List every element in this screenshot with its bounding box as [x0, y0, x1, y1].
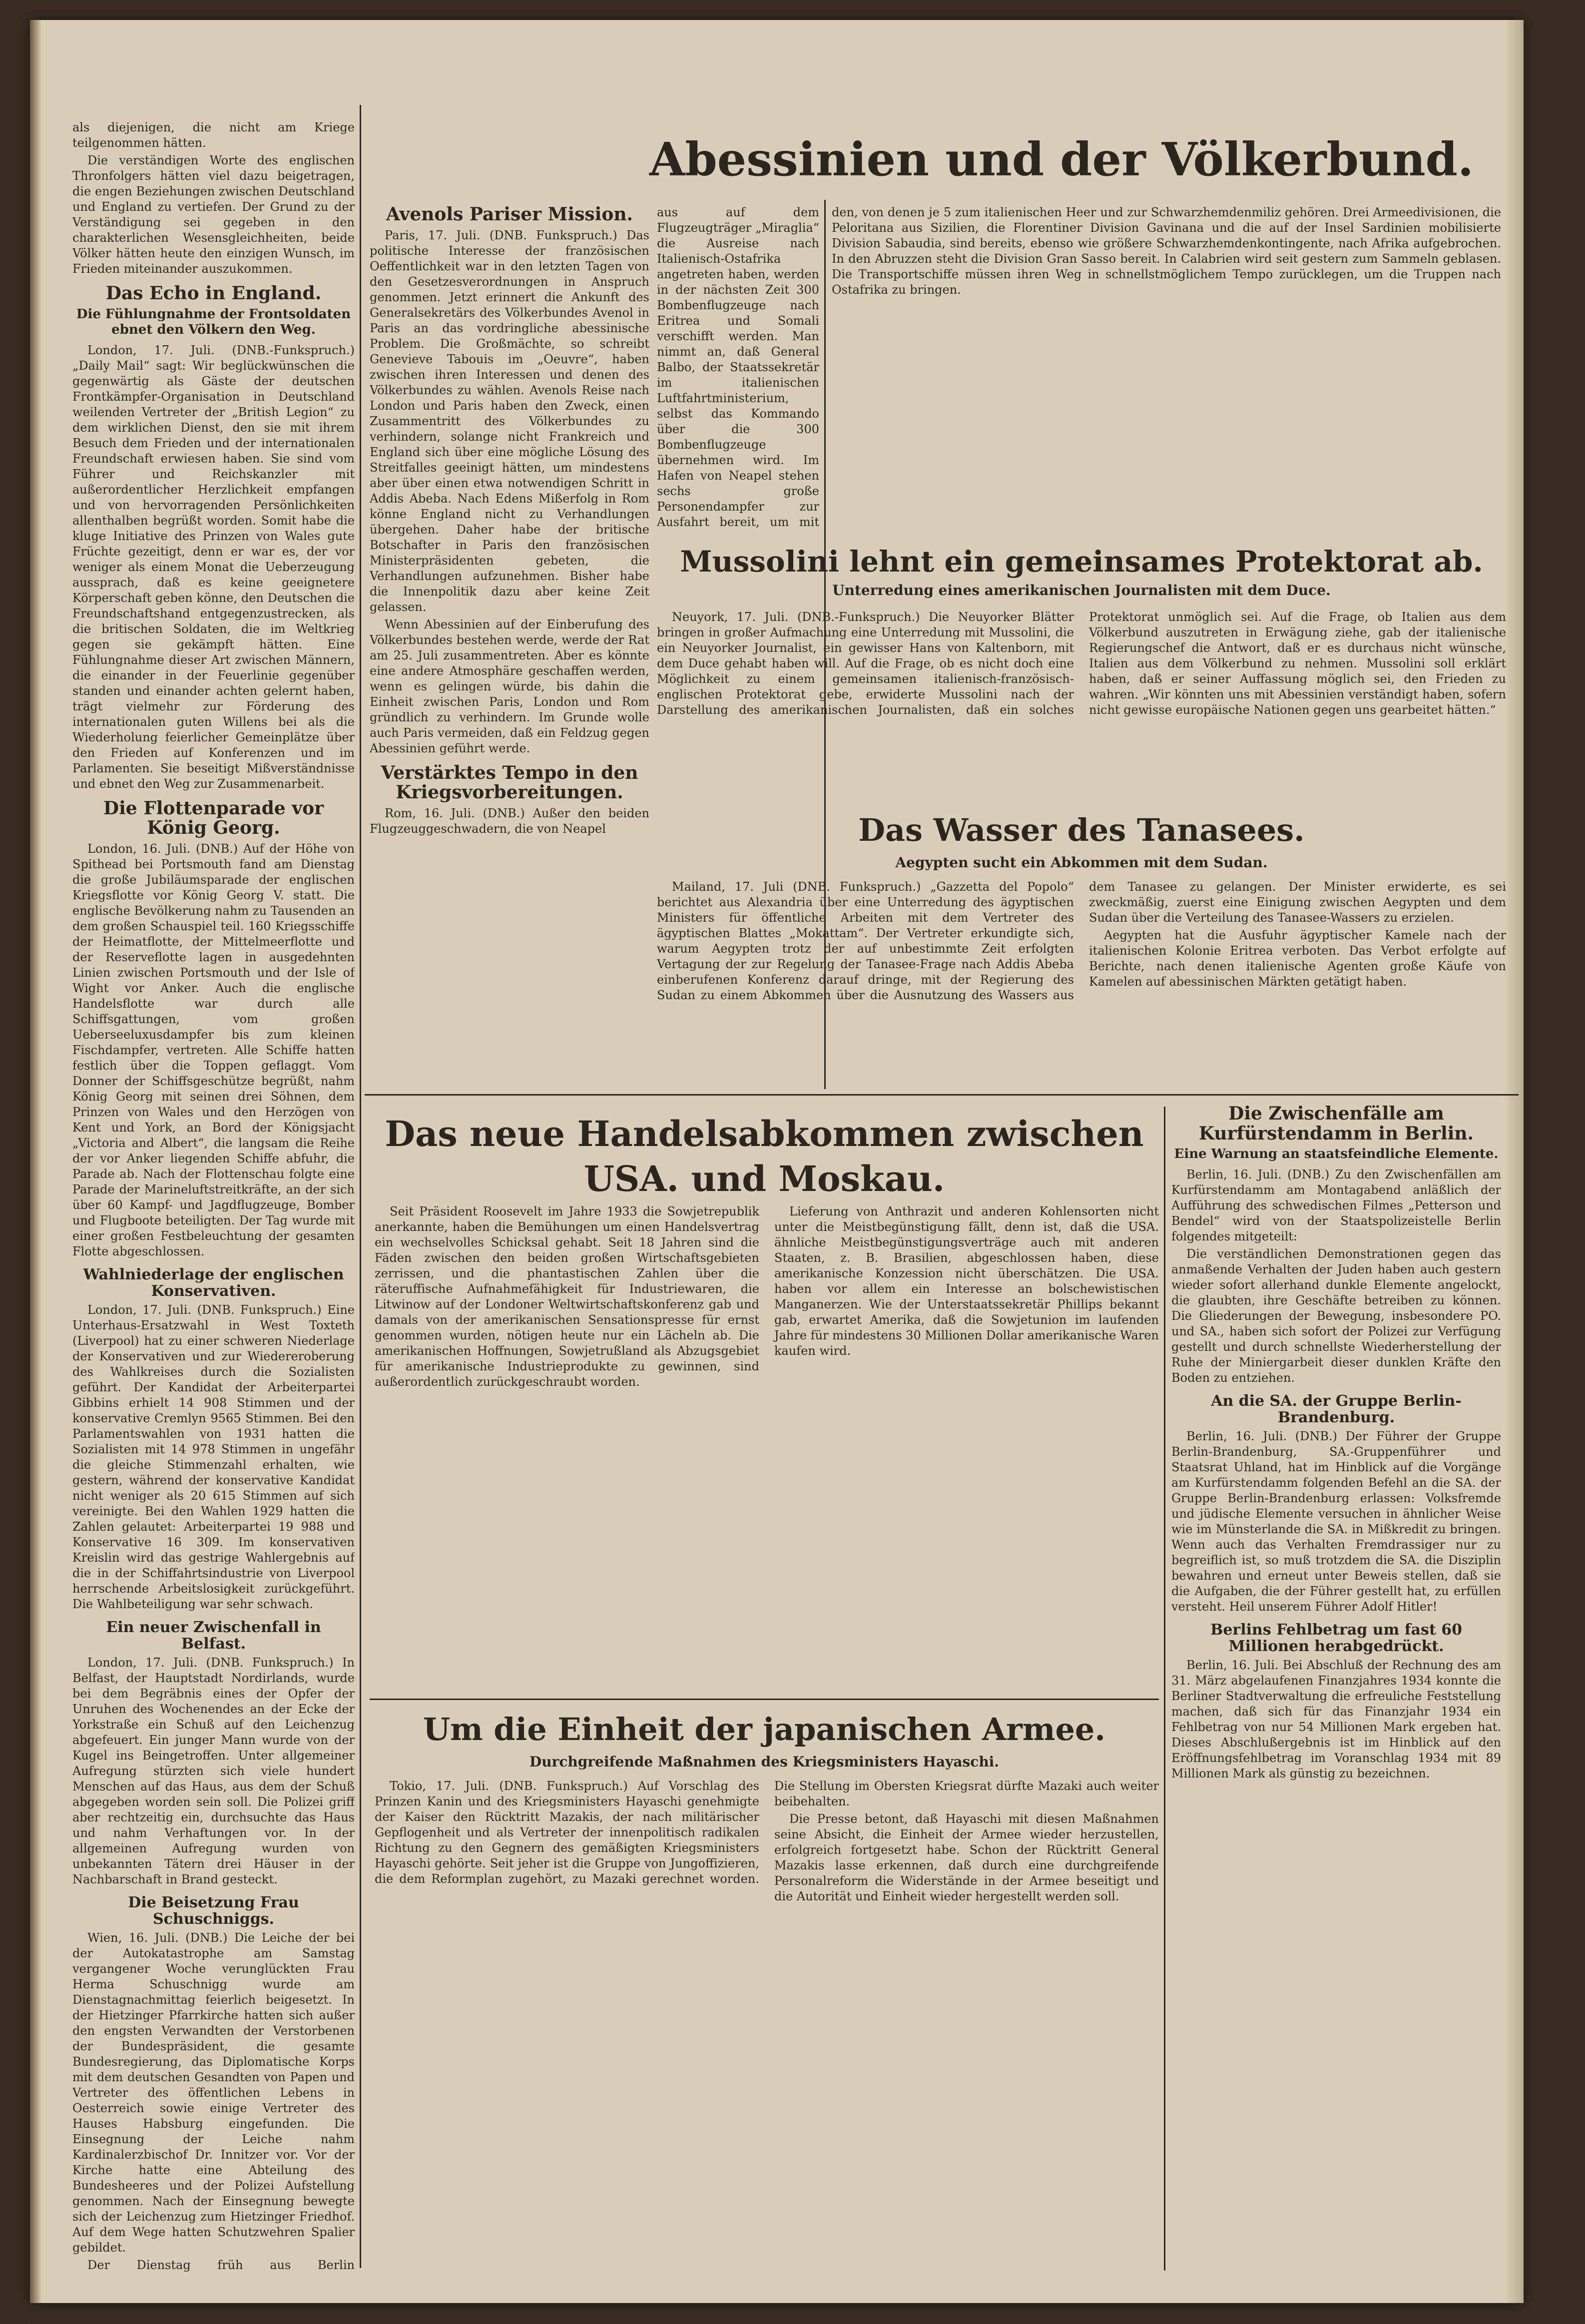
trade-article — [375, 1204, 1159, 1694]
paragraph: Berlin, 16. Juli. (DNB.) Zu den Zwischenfällen am Kurfürstendamm am Montagabend anläßlich der Aufführung des schwedischen Filmes „Petterson und Bendel“ wird von der Staatspolizeistelle Berlin folgendes mitgeteilt: — [1171, 1167, 1501, 1244]
article-title: Die Flottenparade vor König Georg. — [103, 797, 324, 839]
paragraph: Seit Präsident Roosevelt im Jahre 1933 die Sowjetrepublik anerkannte, haben die Bemühungen um einen Handelsvertrag ein wechselvolles Schicksal gehabt. Seit 18 Jahren sind die Fäden zwischen den beiden großen Wirtschaftsgebieten zerrissen, und die phantastischen Zahlen über die räteruffische Aufnahmefähigkeit für Industriewaren, die Litwinow auf der Londoner Weltwirtschaftskonferenz gab und damals von der amerikanischen Sensationspresse für ernst genommen wurden, nötigen heute nur ein Lächeln ab. Die amerikanischen Hoffnungen, Sowjetrußland als Abzugsgebiet für amerikanische Industrieprodukte zu gewinnen, sind außerordentlich zurückgeschraubt worden. — [375, 1204, 759, 1389]
paragraph: als diejenigen, die nicht am Kriege teilgenommen hätten. — [72, 120, 355, 150]
article-title: Avenols Pariser Mission. — [386, 205, 633, 225]
headline-mussolini: Mussolini lehnt ein gemeinsames Protektorat ab. — [680, 545, 1483, 579]
section-rule — [370, 1699, 1159, 1700]
mussolini-article — [657, 609, 1506, 799]
page-edge — [1504, 20, 1524, 2303]
article-title: Das Echo in England. — [105, 283, 322, 304]
paragraph: London, 17. Juli. (DNB. Funkspruch.) In Belfast, der Hauptstadt Nordirlands, wurde bei dem Begräbnis eines der Opfer der Unruhen des Wochenendes an der Ecke der Yorkstraße ein Schuß auf den Leichenzug abgefeuert. Ein junger Mann wurde von der Kugel ins Beingetroffen. Unter allgemeiner Aufregung stürzten sich viele hundert Menschen auf das Haus, aus dem der Schuß abgegeben worden sein soll. Die Polizei griff aber rechtzeitig ein, durchsuchte das Haus und nahm Verhaftungen vor. In der allgemeinen Aufregung wurden von unbekannten Tätern drei Häuser in der Nachbarschaft in Brand gesteckt. — [72, 1655, 355, 1886]
paragraph: Die Presse betont, daß Hayaschi mit diesen Maßnahmen seine Absicht, die Einheit der Armee wieder herzustellen, erfolgreich fortgesetzt habe. Schon der Rücktritt General Mazakis lasse erkennen, daß durch eine durchgreifende Personalreform die Widerstände in der Armee beseitigt und die Autorität und Einheit wieder hergestellt werden soll. — [774, 1812, 1159, 1903]
headline-subtitle: Aegypten sucht ein Abkommen mit dem Sudan. — [895, 854, 1268, 871]
paragraph: Tokio, 17. Juli. (DNB. Funkspruch.) Auf Vorschlag des Prinzen Kanin und des Kriegsministers Hayaschi genehmigte der Kaiser den Rücktritt Mazakis, der nach militärischer Gepflogenheit und als Vertreter der innenpolitisch radikalen Richtung zu den Gegnern des gemäßigten Kriegsministers Hayaschi gehörte. Seit jeher ist die Gruppe von Jungoffizieren, die dem Reformplan zugehört, zu Mazaki gerechnet worden. Die Stellung im Obersten Kriegsrat dürfte Mazaki auch weiter beibehalten. — [375, 1779, 1159, 1886]
paragraph: Lieferung von Anthrazit und anderen Kohlensorten nicht unter die Meistbegünstigung fällt, denn ist, daß die USA. ähnliche Meistbegünstigungsverträge auch mit anderen Staaten, z. B. Brasilien, abgeschlossen haben, diese amerikanische Konzession nicht überschätzen. Die USA. haben vor allem ein Interesse an bolschewistischen Manganerzen. Wie der Unterstaatssekretär Phillips bekannt gab, erwartet Amerika, daß die Sowjetunion im laufenden Jahre für mindestens 30 Millionen Dollar amerikanische Waren kaufen wird. — [774, 1204, 1159, 1358]
paragraph: Neuyork, 17. Juli. (DNB.-Funkspruch.) Die Neuyorker Blätter bringen in großer Aufmachung eine Unterredung mit Mussolini, die ein Neuyorker Journalist, ein gewisser Hans von Kaltenborn, mit dem Duce gehabt haben will. Auf die Frage, ob es nicht doch eine Möglichkeit zu einem gemeinsamen italienisch-französisch-englischen Protektorat gebe, erwiderte Mussolini nach der Darstellung des amerikanischen Journalisten, daß ein solches Protektorat unmöglich sei. Auf die Frage, ob Italien aus dem Völkerbund auszutreten in Erwägung ziehe, gab der italienische Regierungschef die Antwort, daß er es durchaus nicht wünsche, Italien aus dem Völkerbund zu nehmen. Mussolini soll erklärt haben, daß er seiner Auffassung möglich sei, den Frieden zu wahren. „Wir könnten uns mit Abessinien verständigt haben, sofern nicht gewisse europäische Nationen gegen uns gearbeitet hätten.“ — [657, 610, 1506, 717]
paragraph: Wien, 16. Juli. (DNB.) Die Leiche der bei der Autokatastrophe am Samstag vergangener Woche verunglückten Frau Herma Schuschnigg wurde am Dienstagnachmittag feierlich beigesetzt. In der Hietzinger Pfarrkirche hatten sich außer den engsten Verwandten der Verstorbenen der Bundespräsident, die gesamte Bundesregierung, das Diplomatische Korps mit dem deutschen Gesandten von Papen und Vertreter des öffentlichen Lebens in Oesterreich sowie einige Vertreter des Hauses Habsburg eingefunden. Die Einsegnung der Leiche nahm Kardinalerzbischof Dr. Innitzer vor. Vor der Kirche hatte eine Abteilung des Bundesheeres und der Polizei Aufstellung genommen. Nach der Einsegnung bewegte sich der Leichenzug zum Hietzinger Friedhof. Auf dem Wege hatten Schutzwehren Spalier gebildet. — [72, 1930, 355, 2255]
headline-japan: Um die Einheit der japanischen Armee. — [423, 1711, 1105, 1747]
headline-subtitle: Unterredung eines amerikanischen Journalisten mit dem Duce. — [832, 582, 1331, 598]
section-rule — [365, 1094, 1519, 1096]
article-title: Ein neuer Zwischenfall in Belfast. — [106, 1618, 321, 1653]
japan-article — [375, 1778, 1159, 2273]
paragraph: Der Dienstag früh aus Berlin — [87, 2258, 355, 2272]
paragraph: Mailand, 17. Juli (DNB. Funkspruch.) „Gazzetta del Popolo“ berichtet aus Alexandria über eine Unterredung des ägyptischen Ministers für öffentliche Arbeiten mit dem Vertreter des ägyptischen Blattes „Mokattam“. Der Vertreter erkundigte sich, warum Aegypten trotz der auf unbestimmte Zeit erfolgten Vertagung der zur Regelung der Tanasee-Frage nach Addis Abeba einberufenen Konferenz darauf dringe, mit der Regierung des Sudan zu einem Abkommen über die Ausnutzung des Wassers aus dem Tanasee zu gelangen. Der Minister erwiderte, es sei zweckmäßig, zuerst eine Einigung zwischen Aegypten und dem Sudan über die Verteilung des Tanasee-Wassers zu erzielen. — [657, 880, 1506, 1002]
article-title: Berlins Fehlbetrag um fast 60 Millionen herabgedrückt. — [1210, 1621, 1462, 1656]
page-spine — [30, 20, 41, 2303]
article-title: Die Zwischenfälle am Kurfürstendamm in Berlin. — [1198, 1104, 1474, 1144]
headline-abyssinia: Abessinien und der Völkerbund. — [649, 132, 1474, 186]
paragraph: London, 16. Juli. (DNB.) Auf der Höhe von Spithead bei Portsmouth fand am Dienstag die große Jubiläumsparade der englischen Kriegsflotte vor König Georg V. statt. Die englische Bevölkerung nahm zu Tausenden an dem großen Schauspiel teil. 160 Kriegsschiffe der Heimatflotte, der Mittelmeerflotte und der Reserveflotte lagen in ausgedehnten Linien zwischen Portsmouth und der Isle of Wight vor Anker. Auch die englische Handelsflotte war durch alle Schiffsgattungen, vom großen Ueberseeluxusdampfer bis zum kleinen Fischdampfer, vertreten. Alle Schiffe hatten festlich über die Toppen geflaggt. Vom Donner der Schiffsgeschütze begrüßt, nahm König Georg mit seinen drei Söhnen, dem Prinzen von Wales und den Herzögen von Kent und York, an Bord der Königsjacht „Victoria and Albert“, die langsam die Reihe der vor Anker liegenden Schiffe abfuhr, die Parade ab. Nach der Flottenschau folgte eine Parade der Marineluftstreitkräfte, an der sich über 60 Kampf- und Jagdflugzeuge, Bomber und Flugboote beteiligten. Der Tag wurde mit einer großen Festbeleuchtung der gesamten Flotte abgeschlossen. — [72, 841, 355, 1258]
column-3 — [657, 205, 819, 530]
article-subtitle: Eine Warnung an staatsfeindliche Elemente. — [1174, 1147, 1499, 1162]
tana-article — [657, 879, 1506, 1089]
paragraph: Die verständigen Worte des englischen Thronfolgers hätten viel dazu beigetragen, die engen Beziehungen zwischen Deutschland und England zu vertiefen. Der Grund zu der Verständigung sei gegeben in den charakterlichen Wesensgleichheiten, beide Völker hätten heute den einzigen Wunsch, im Frieden miteinander auszukommen. — [72, 153, 355, 276]
column-berlin — [1171, 1104, 1501, 2273]
newspaper-page — [30, 20, 1524, 2303]
headline-trade: Das neue Handelsabkommen zwischen USA. und Moskau. — [385, 1113, 1144, 1199]
paragraph: den, von denen je 5 zum italienischen Heer und zur Schwarzhemdenmiliz gehören. Drei Armeedivisionen, die Peloritana aus Sizilien, die Florentiner Division Gavinana und die auf der Insel Sardinien mobilisierte Division Sabaudia, sind bereits, ebenso wie größere Schwarzhemdenkontingente, nach Afrika aufgebrochen. In den Abruzzen steht die Division Gran Sasso bereit. In Calabrien wird seit gestern zum Sammeln geblasen. Die Transportschiffe müssen ihren Weg in schnellstmöglichem Tempo zurücklegen, um die Truppen nach Ostafrika zu bringen. — [832, 205, 1501, 297]
paragraph: Die verständlichen Demonstrationen gegen das anmaßende Verhalten der Juden haben auch gestern wieder sofort allerhand dunkle Elemente angelockt, die glaubten, ihre Geschäfte betreiben zu können. Die Gliederungen der Bewegung, insbesondere PO. und SA., haben sich sofort der Polizei zur Verfügung gestellt und durch schnellste Wiederherstellung der Ruhe der Miniergarbeit dieser dunklen Kräfte den Boden zu entziehen. — [1171, 1247, 1501, 1385]
paragraph: Berlin, 16. Juli. (DNB.) Der Führer der Gruppe Berlin-Brandenburg, SA.-Gruppenführer und Staatsrat Uhland, hat im Hinblick auf die Vorgänge am Kurfürstendamm folgenden Befehl an die SA. der Gruppe Berlin-Brandenburg erlassen: Volksfremde und jüdische Elemente versuchen in ähnlicher Weise wie im Münsterlande die SA. in Mißkredit zu bringen. Wenn auch das Verhalten Fremdrassiger nur zu begreiflich ist, so muß trotzdem die SA. die Disziplin bewahren und erneut unter Beweis stellen, daß sie die Aufgaben, die der Führer gestellt hat, zu erfüllen versteht. Heil unserem Führer Adolf Hitler! — [1171, 1429, 1501, 1614]
paragraph: Rom, 16. Juli. (DNB.) Außer den beiden Flugzeuggeschwadern, die von Neapel — [370, 806, 649, 836]
headline-tana: Das Wasser des Tanasees. — [858, 812, 1305, 848]
article-title: An die SA. der Gruppe Berlin-Brandenburg. — [1211, 1392, 1462, 1427]
column-rule — [1164, 1107, 1165, 2271]
paragraph: London, 17. Juli. (DNB. Funkspruch.) Eine Unterhaus-Ersatzwahl in West Toxteth (Liverpool) hat zu einer schweren Niederlage der Konservativen und zur Wiedereroberung des Wahlkreises durch die Sozialisten geführt. Der Kandidat der Arbeiterpartei Gibbins erhielt 14 908 Stimmen und der konservative Cremlyn 9565 Stimmen. Bei den Parlamentswahlen von 1931 hatten die Sozialisten mit 14 978 Stimmen in ungefähr die gleiche Stimmenzahl erhalten, wie gestern, während der konservative Kandidat nicht weniger als 20 615 Stimmen auf sich vereinigte. Bei den Wahlen 1929 hatten die Zahlen gelautet: Arbeiterpartei 19 988 und Konservative 16 309. Im konservativen Kreislin wird das gestrige Wahlergebnis auf die in der Schiffahrtsindustrie von Liverpool herrschende Arbeitslosigkeit zurückgeführt. Die Wahlbeteiligung war sehr schwach. — [72, 1302, 355, 1611]
column-1 — [72, 120, 355, 2273]
article-subtitle: Die Fühlungnahme der Frontsoldaten ebnet den Völkern den Weg. — [76, 306, 351, 337]
column-rule — [360, 105, 361, 2268]
column-4 — [832, 205, 1501, 530]
headline-subtitle: Durchgreifende Maßnahmen des Kriegsministers Hayaschi. — [529, 1753, 1000, 1770]
paragraph: Aegypten hat die Ausfuhr ägyptischer Kamele nach der italienischen Kolonie Eritrea verboten. Das Verbot erfolgte auf Berichte, nach denen italienische Agenten große Käufe von Kamelen auf abessinischen Märkten getätigt haben. — [1089, 928, 1506, 989]
column-2 — [370, 205, 649, 1089]
paragraph: Paris, 17. Juli. (DNB. Funkspruch.) Das politische Interesse der französischen Oeffentlichkeit war in den letzten Tagen von den Gesetzesverordnungen in Anspruch genommen. Jetzt erinnert die Ankunft des Generalsekretärs des Völkerbundes Avenol in Paris an das vordringliche abessinische Problem. Die Großmächte, so schreibt Genevieve Tabouis im „Oeuvre“, haben zwischen ihren Interessen und denen des Völkerbundes zu wählen. Avenols Reise nach London und Paris haben den Zweck, einen Zusammentritt des Völkerbundes zu verhindern, solange nicht Frankreich und England sich über eine mögliche Lösung des Streitfalles geeinigt hätten, um mindestens aber über einen etwa notwendigen Schritt in Addis Abeba. Nach Edens Mißerfolg in Rom könne England nicht zu Verhandlungen übergehen. Daher habe der britische Botschafter in Paris den französischen Ministerpräsidenten gebeten, die Verhandlungen aufzunehmen. Bisher habe die Innenpolitik dazu aber keine Zeit gelassen. — [370, 228, 649, 614]
paragraph: Berlin, 16. Juli. Bei Abschluß der Rechnung des am 31. März abgelaufenen Finanzjahres 1934 konnte die Berliner Stadtverwaltung die erfreuliche Feststellung machen, daß sich für das Finanzjahr 1934 ein Fehlbetrag von nur 54 Millionen Mark ergeben hat. Dieses Abschlußergebnis ist im Hinblick auf den Eröffnungsfehlbetrag im Voranschlag 1934 mit 89 Millionen Mark als günstig zu bezeichnen. — [1171, 1658, 1501, 1781]
article-title: Wahlniederlage der englischen Konservativen. — [83, 1265, 344, 1300]
paragraph: Wenn Abessinien auf der Einberufung des Völkerbundes bestehen werde, werde der Rat am 25. Juli zusammentreten. Aber es könnte eine andere Atmosphäre geschaffen werden, wenn es gelingen würde, bis dahin die Einheit zwischen Paris, London und Rom gründlich zu verhindern. Im Grunde wolle auch Paris vermeiden, daß ein Feldzug gegen Abessinien geführt werde. — [370, 617, 649, 755]
paragraph: aus auf dem Flugzeugträger „Miraglia“ die Ausreise nach Italienisch-Ostafrika angetreten haben, werden in der nächsten Zeit 300 Bombenflugzeuge nach Eritrea und Somali verschifft werden. Man nimmt an, daß General Balbo, der Staatssekretär im italienischen Luftfahrtministerium, selbst das Kommando über die 300 Bombenflugzeuge übernehmen wird. Im Hafen von Neapel stehen sechs große Personendampfer zur Ausfahrt bereit, um mit — [657, 205, 819, 529]
article-title: Die Beisetzung Frau Schuschniggs. — [128, 1893, 299, 1928]
article-title: Verstärktes Tempo in den Kriegsvorbereitungen. — [381, 762, 638, 803]
paragraph: London, 17. Juli. (DNB.-Funkspruch.) „Daily Mail“ sagt: Wir beglückwünschen die gegenwärtig als Gäste der deutschen Frontkämpfer-Organisation in Deutschland weilenden Vertreter der „British Legion“ zu dem wirklichen Dienst, den sie mit ihrem Besuch dem Frieden und der internationalen Freundschaft erwiesen haben. Sie sind vom Führer und Reichskanzler mit außerordentlicher Herzlichkeit empfangen und von hervorragenden Persönlichkeiten allenthalben begrüßt worden. Somit habe die kluge Initiative des Prinzen von Wales gute Früchte gezeitigt, denn er war es, der vor weniger als einem Monat die Ueberzeugung aussprach, daß es keine geeignetere Körperschaft geben könne, den Deutschen die Freundschaftshand entgegenzustrecken, als die britischen Soldaten, die im Weltkrieg gegen sie gekämpft hätten. Eine Fühlungnahme dieser Art zwischen Männern, die einander in der Feuerlinie gegenüber standen und einander achten gelernt haben, trägt vielmehr zur Förderung des internationalen guten Willens bei als die Wiederholung feierlicher Gemeinplätze über den Frieden auf Konferenzen und im Parlamenten. Sie beseitigt Mißverständnisse und ebnet den Weg zur Zusammenarbeit. — [72, 343, 355, 791]
